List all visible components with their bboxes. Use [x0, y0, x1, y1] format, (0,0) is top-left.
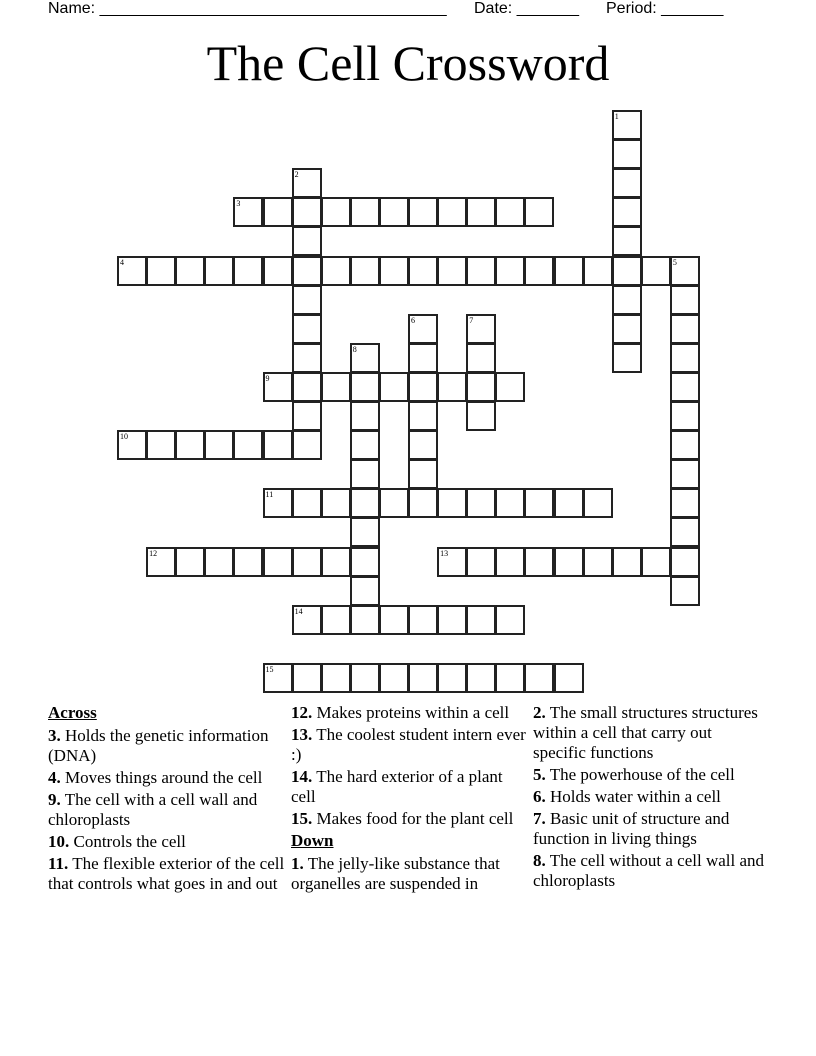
- grid-cell[interactable]: [175, 256, 205, 286]
- across-clue: [291, 809, 527, 829]
- down-clue: [533, 851, 769, 891]
- across-clue: [48, 790, 288, 830]
- grid-cell[interactable]: [437, 605, 467, 635]
- grid-cell[interactable]: [263, 256, 293, 286]
- grid-cell[interactable]: [379, 663, 409, 693]
- across-clue: [291, 703, 527, 723]
- grid-cell[interactable]: [292, 343, 322, 373]
- grid-cell[interactable]: [233, 547, 263, 577]
- clue-text: The small structures structures within a cell that carry out specific functions: [533, 703, 758, 762]
- grid-cell[interactable]: [437, 488, 467, 518]
- period-field[interactable]: Period: _______: [606, 0, 724, 17]
- clue-number-label: 2.: [533, 703, 546, 722]
- grid-cell[interactable]: [350, 605, 380, 635]
- grid-cell[interactable]: [554, 256, 584, 286]
- grid-cell[interactable]: [408, 605, 438, 635]
- grid-cell[interactable]: [408, 401, 438, 431]
- grid-cell[interactable]: [350, 547, 380, 577]
- grid-cell[interactable]: [233, 197, 263, 227]
- grid-cell[interactable]: [524, 547, 554, 577]
- clue-number-label: 14.: [291, 767, 313, 786]
- grid-cell[interactable]: [321, 488, 351, 518]
- grid-cell[interactable]: [612, 343, 642, 373]
- grid-cell[interactable]: [379, 605, 409, 635]
- grid-cell[interactable]: [612, 168, 642, 198]
- grid-cell[interactable]: [612, 197, 642, 227]
- grid-cell[interactable]: [466, 605, 496, 635]
- clue-text: The cell with a cell wall and chloroplasts: [48, 790, 258, 829]
- grid-cell[interactable]: [466, 547, 496, 577]
- grid-cell[interactable]: [612, 139, 642, 169]
- clue-number: 10: [120, 432, 128, 442]
- grid-cell[interactable]: [321, 605, 351, 635]
- clue-text: The powerhouse of the cell: [549, 765, 735, 784]
- grid-cell[interactable]: [263, 547, 293, 577]
- grid-cell[interactable]: [204, 256, 234, 286]
- grid-cell[interactable]: [495, 605, 525, 635]
- grid-cell[interactable]: [554, 663, 584, 693]
- grid-cell[interactable]: [670, 488, 700, 518]
- grid-cell[interactable]: [466, 488, 496, 518]
- grid-cell[interactable]: [350, 256, 380, 286]
- grid-cell[interactable]: [524, 197, 554, 227]
- grid-cell[interactable]: [350, 197, 380, 227]
- grid-cell[interactable]: [263, 430, 293, 460]
- clues-column-1: [48, 703, 288, 896]
- clue-number: 14: [294, 606, 303, 616]
- grid-cell[interactable]: [408, 314, 438, 344]
- clue-number: 12: [149, 548, 158, 558]
- grid-cell[interactable]: [670, 285, 700, 315]
- grid-cell[interactable]: [408, 197, 438, 227]
- grid-cell[interactable]: [379, 488, 409, 518]
- grid-cell[interactable]: [466, 372, 496, 402]
- page-title: The Cell Crossword: [206, 35, 610, 91]
- grid-cell[interactable]: [670, 547, 700, 577]
- grid-cell[interactable]: [612, 226, 642, 256]
- clue-number: 15: [265, 664, 274, 674]
- grid-cell[interactable]: [437, 663, 467, 693]
- grid-cell[interactable]: [612, 110, 642, 140]
- grid-cell[interactable]: [612, 256, 642, 286]
- grid-cell[interactable]: [612, 285, 642, 315]
- clue-number: 6: [411, 315, 415, 325]
- grid-cell[interactable]: [379, 197, 409, 227]
- grid-cell[interactable]: [408, 459, 438, 489]
- name-field[interactable]: Name: _______________________________________: [48, 0, 447, 17]
- grid-cell[interactable]: [175, 547, 205, 577]
- grid-cell[interactable]: [379, 372, 409, 402]
- across-clue: [48, 832, 288, 852]
- clue-number-label: 10.: [48, 832, 70, 851]
- across-clue: [48, 726, 288, 766]
- grid-cell[interactable]: [408, 343, 438, 373]
- grid-cell[interactable]: [292, 663, 322, 693]
- grid-cell[interactable]: [466, 401, 496, 431]
- grid-cell[interactable]: [408, 256, 438, 286]
- across-clue: [291, 725, 527, 765]
- grid-cell[interactable]: [670, 372, 700, 402]
- grid-cell[interactable]: [466, 256, 496, 286]
- grid-cell[interactable]: [524, 256, 554, 286]
- clue-number-label: 13.: [291, 725, 313, 744]
- clue-text: The cell without a cell wall and chloroplasts: [533, 851, 765, 890]
- clue-text: Basic unit of structure and function in living things: [533, 809, 730, 848]
- clue-text: The flexible exterior of the cell that controls what goes in and out: [48, 854, 285, 893]
- clue-number-label: 5.: [533, 765, 546, 784]
- grid-cell[interactable]: [292, 372, 322, 402]
- down-clue: [533, 703, 769, 763]
- grid-cell[interactable]: [204, 430, 234, 460]
- grid-cell[interactable]: [583, 488, 613, 518]
- grid-cell[interactable]: [263, 663, 293, 693]
- grid-cell[interactable]: [408, 488, 438, 518]
- across-clue: [48, 768, 288, 788]
- grid-cell[interactable]: [670, 576, 700, 606]
- across-heading: Across: [48, 703, 97, 722]
- grid-cell[interactable]: [670, 343, 700, 373]
- down-clue: [533, 787, 769, 807]
- clue-number: 13: [440, 548, 449, 558]
- grid-cell[interactable]: [495, 256, 525, 286]
- grid-cell[interactable]: [495, 372, 525, 402]
- grid-cell[interactable]: [670, 430, 700, 460]
- clue-text: Makes proteins within a cell: [316, 703, 510, 722]
- grid-cell[interactable]: [408, 372, 438, 402]
- grid-cell[interactable]: [495, 488, 525, 518]
- clue-text: Holds water within a cell: [550, 787, 721, 806]
- grid-cell[interactable]: [583, 256, 613, 286]
- grid-cell[interactable]: [466, 197, 496, 227]
- grid-cell[interactable]: [292, 226, 322, 256]
- clue-number-label: 7.: [533, 809, 546, 828]
- grid-cell[interactable]: [350, 343, 380, 373]
- grid-cell[interactable]: [670, 517, 700, 547]
- grid-cell[interactable]: [350, 663, 380, 693]
- down-heading: Down: [291, 831, 334, 850]
- clue-number-label: 6.: [533, 787, 546, 806]
- grid-cell[interactable]: [263, 488, 293, 518]
- across-clue: [291, 767, 527, 807]
- grid-cell[interactable]: [437, 547, 467, 577]
- grid-cell[interactable]: [524, 488, 554, 518]
- grid-cell[interactable]: [292, 256, 322, 286]
- clue-number-label: 4.: [48, 768, 61, 787]
- grid-cell[interactable]: [233, 256, 263, 286]
- clues-column-3: [533, 703, 769, 893]
- grid-cell[interactable]: [350, 459, 380, 489]
- grid-cell[interactable]: [670, 459, 700, 489]
- grid-cell[interactable]: [292, 168, 322, 198]
- clue-number: 11: [265, 490, 274, 500]
- grid-cell[interactable]: [292, 488, 322, 518]
- grid-cell[interactable]: [233, 430, 263, 460]
- grid-cell[interactable]: [350, 517, 380, 547]
- clue-number: 7: [469, 315, 474, 325]
- grid-cell[interactable]: [204, 547, 234, 577]
- grid-cell[interactable]: [554, 547, 584, 577]
- grid-cell[interactable]: [408, 430, 438, 460]
- clue-number: 5: [672, 257, 677, 267]
- grid-cell[interactable]: [495, 547, 525, 577]
- grid-cell[interactable]: [437, 256, 467, 286]
- grid-cell[interactable]: [321, 663, 351, 693]
- clue-number-label: 3.: [48, 726, 61, 745]
- clue-number: 1: [614, 112, 619, 121]
- grid-cell[interactable]: [350, 488, 380, 518]
- date-field[interactable]: Date: _______: [474, 0, 579, 17]
- grid-cell[interactable]: [408, 663, 438, 693]
- grid-cell[interactable]: [670, 401, 700, 431]
- grid-cell[interactable]: [117, 256, 147, 286]
- grid-cell[interactable]: [466, 314, 496, 344]
- grid-cell[interactable]: [321, 197, 351, 227]
- grid-cell[interactable]: [146, 430, 176, 460]
- down-clue: [291, 854, 527, 894]
- clue-text: The jelly-like substance that organelles are suspended in: [291, 854, 500, 893]
- clue-text: Controls the cell: [73, 832, 186, 851]
- grid-cell[interactable]: [292, 285, 322, 315]
- clue-number: 9: [265, 373, 270, 383]
- grid-cell[interactable]: [263, 197, 293, 227]
- grid-cell[interactable]: [350, 430, 380, 460]
- grid-cell[interactable]: [466, 663, 496, 693]
- clue-number: 8: [352, 344, 357, 354]
- grid-cell[interactable]: [292, 314, 322, 344]
- down-clue: [533, 809, 769, 849]
- grid-cell[interactable]: [350, 372, 380, 402]
- grid-cell[interactable]: [175, 430, 205, 460]
- grid-cell[interactable]: [466, 343, 496, 373]
- grid-cell[interactable]: [612, 547, 642, 577]
- grid-cell[interactable]: [321, 547, 351, 577]
- clue-number-label: 11.: [48, 854, 69, 873]
- grid-cell[interactable]: [292, 401, 322, 431]
- grid-cell[interactable]: [292, 197, 322, 227]
- clue-number-label: 12.: [291, 703, 313, 722]
- grid-cell[interactable]: [437, 197, 467, 227]
- grid-cell[interactable]: [292, 430, 322, 460]
- grid-cell[interactable]: [146, 547, 176, 577]
- clue-number-label: 1.: [291, 854, 304, 873]
- clue-number: 2: [294, 170, 299, 180]
- clue-text: Makes food for the plant cell: [316, 809, 514, 828]
- grid-cell[interactable]: [641, 547, 671, 577]
- across-clue: [48, 854, 288, 894]
- clue-number-label: 9.: [48, 790, 61, 809]
- grid-cell[interactable]: [321, 256, 351, 286]
- grid-cell[interactable]: [437, 372, 467, 402]
- grid-cell[interactable]: [117, 430, 147, 460]
- grid-cell[interactable]: [670, 256, 700, 286]
- grid-cell[interactable]: [321, 372, 351, 402]
- grid-cell[interactable]: [292, 605, 322, 635]
- grid-cell[interactable]: [554, 488, 584, 518]
- grid-cell[interactable]: [495, 663, 525, 693]
- clue-number: 3: [236, 199, 241, 209]
- clue-number-label: 15.: [291, 809, 313, 828]
- grid-cell[interactable]: [146, 256, 176, 286]
- clue-text: The hard exterior of a plant cell: [291, 767, 503, 806]
- grid-cell[interactable]: [263, 372, 293, 402]
- grid-cell[interactable]: [379, 256, 409, 286]
- clue-text: Moves things around the cell: [65, 768, 263, 787]
- clues-column-2: [291, 703, 527, 896]
- grid-cell[interactable]: [583, 547, 613, 577]
- clue-number-label: 8.: [533, 851, 546, 870]
- down-clue: [533, 765, 769, 785]
- grid-cell[interactable]: [524, 663, 554, 693]
- clue-number: 4: [120, 257, 124, 267]
- grid-cell[interactable]: [641, 256, 671, 286]
- grid-cell[interactable]: [350, 576, 380, 606]
- grid-cell[interactable]: [612, 314, 642, 344]
- clue-text: The coolest student intern ever :): [291, 725, 526, 764]
- grid-cell[interactable]: [350, 401, 380, 431]
- grid-cell[interactable]: [670, 314, 700, 344]
- clue-text: Holds the genetic information (DNA): [48, 726, 269, 765]
- grid-cell[interactable]: [495, 197, 525, 227]
- grid-cell[interactable]: [292, 547, 322, 577]
